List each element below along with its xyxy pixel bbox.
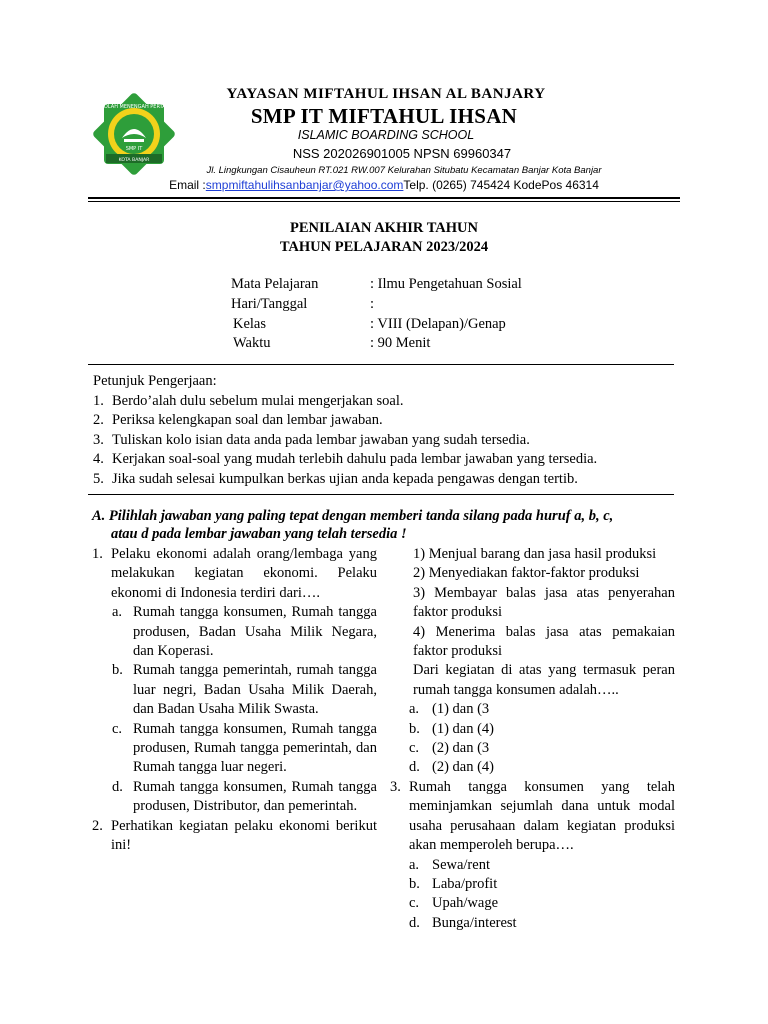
school-subtitle: ISLAMIC BOARDING SCHOOL [297,128,475,142]
statement: 2) Menyediakan faktor-faktor produksi [413,565,640,582]
divider [88,494,674,495]
option-1c: c. Rumah tangga konsumen, Rumah tangga produsen, Rumah tangga pemerintah, dan Rumah tangga luar negeri. [112,720,377,776]
instruction-item: 5. Jika sudah selesai kumpulkan berkas ujian anda kepada pengawas dengan tertib. [93,470,578,487]
exam-title: PENILAIAN AKHIR TAHUN [290,220,478,236]
info-value: : Ilmu Pengetahuan Sosial [370,276,522,292]
section-a-line: atau d pada lembar jawaban yang telah tersedia ! [111,526,407,542]
instruction-item: 2. Periksa kelengkapan soal dan lembar jawaban. [93,412,383,428]
option-3b: b. Laba/profit [409,875,498,892]
option-1d: d. Rumah tangga konsumen, Rumah tangga produsen, Distributor, dan pemerintah. [112,778,377,815]
contact-line [0,178,768,192]
section-a-line: A. Pilihlah jawaban yang paling tepat dengan memberi tanda silang pada huruf a, b, c, [92,508,614,524]
foundation-name: YAYASAN MIFTAHUL IHSAN AL BANJARY [226,86,546,102]
question-text: Pelaku ekonomi adalah orang/lembaga yang melakukan kegiatan ekonomi. Pelaku ekonomi di Indonesia terdiri dari…. [111,546,377,601]
phone-postal: Telp. (0265) 745424 KodePos 46314 [403,178,599,192]
info-value: : VIII (Delapan)/Genap [370,316,506,332]
logo-text-top: SEKOLAH MENENGAH PERTAMA [94,104,174,110]
email-link[interactable]: smpmiftahulihsanbanjar@yahoo.com [205,178,404,192]
exam-year: TAHUN PELAJARAN 2023/2024 [279,239,489,255]
instruction-item: 3. Tuliskan kolo isian data anda pada lembar jawaban yang sudah tersedia. [93,431,530,448]
question-3 [390,778,675,856]
logo-text-bottom: KOTA BANJAR [118,158,150,163]
info-value: : 90 Menit [370,335,431,351]
header-rule [88,197,680,199]
logo-text-mid: SMP IT [125,146,143,152]
left-column [92,545,377,856]
section-a-instruction [92,507,692,543]
question-2 [92,817,377,856]
question-number: 1. [92,546,103,562]
option-2b: b. (1) dan (4) [409,720,495,737]
option-3c: c. Upah/wage [409,895,499,912]
info-label: Hari/Tanggal [231,296,308,312]
question-number: 2. [92,817,103,834]
question-1 [92,545,377,603]
divider [88,364,674,365]
registration-numbers: NSS 202026901005 NPSN 69960347 [292,146,512,161]
question-prompt: Dari kegiatan di atas yang termasuk peran rumah tangga konsumen adalah….. [413,662,675,698]
instruction-item: 1. Berdo’alah dulu sebelum mulai mengerjakan soal. [93,392,404,409]
statement: 1) Menjual barang dan jasa hasil produksi [413,546,657,562]
right-column [390,545,675,933]
info-value: : [370,296,375,312]
header-rule-thin [88,201,680,202]
question-number: 3. [390,778,401,795]
instructions-list [93,392,683,490]
question-text: Perhatikan kegiatan pelaku ekonomi berikut ini! [111,817,377,854]
question-text: Rumah tangga konsumen yang telah meminjamkan sejumlah dana untuk modal usaha perusahaan dalam kegiatan produksi akan memperoleh berupa…. [409,778,675,854]
option-2a: a. (1) dan (3 [409,701,490,718]
option-3d: d. Bunga/interest [409,914,517,931]
info-label: Kelas [233,316,267,332]
option-3a: a. Sewa/rent [409,856,490,873]
instructions-heading: Petunjuk Pengerjaan: [93,373,217,389]
instructions [93,372,683,489]
option-2d: d. (2) dan (4) [409,759,495,776]
info-label: Mata Pelajaran [231,276,319,292]
option-1b: b. Rumah tangga pemerintah, rumah tangga luar negri, Badan Usaha Milik Daerah, dan Badan Usaha Milik Swasta. [112,662,377,718]
school-name: SMP IT MIFTAHUL IHSAN [250,104,518,128]
instruction-item: 4. Kerjakan soal-soal yang mudah terlebih dahulu pada lembar jawaban yang tersedia. [93,451,598,467]
school-address: Jl. Lingkungan Cisauheun RT.021 RW.007 Kelurahan Situbatu Kecamatan Banjar Kota Banjar [206,165,602,176]
option-2c: c. (2) dan (3 [409,740,490,757]
email-label: Email : [169,178,206,192]
statement: 4) Menerima balas jasa atas pemakaian faktor produksi [413,623,675,660]
info-label: Waktu [233,335,271,351]
option-1a: a. Rumah tangga konsumen, Rumah tangga produsen, Badan Usaha Milik Negara, dan Koperasi. [112,604,377,660]
statement: 3) Membayar balas jasa atas penyerahan faktor produksi [413,584,675,621]
